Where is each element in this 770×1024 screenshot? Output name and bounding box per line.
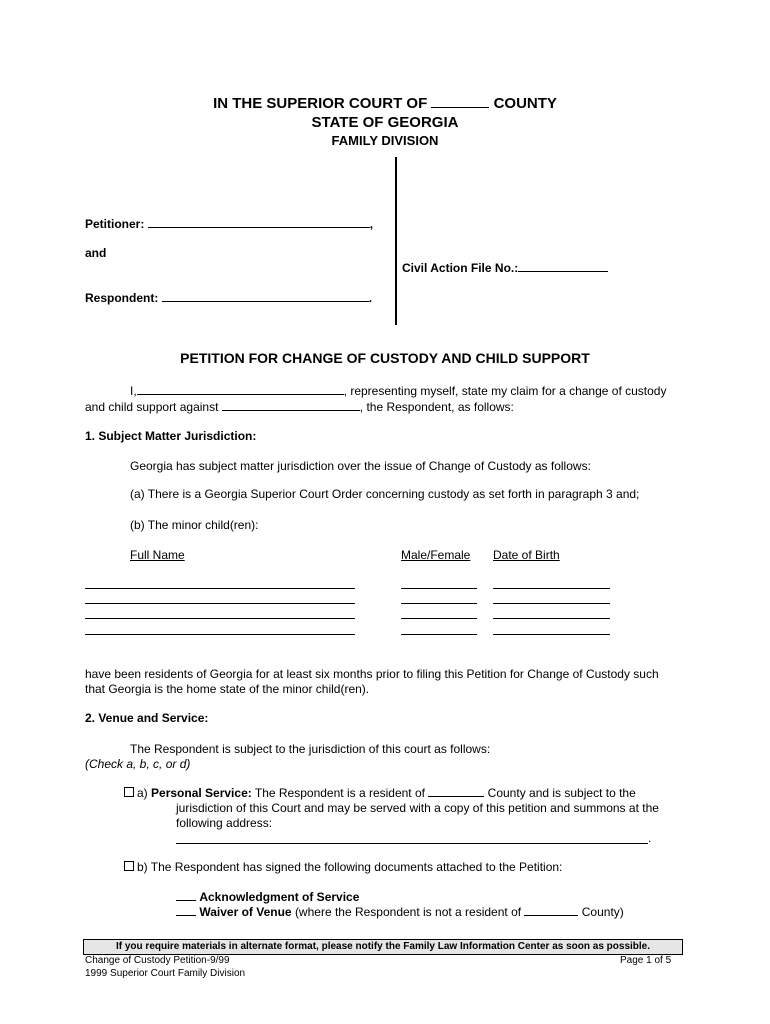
b-item-2	[176, 905, 624, 919]
petitioner-name-blank[interactable]	[137, 393, 344, 395]
court-heading-post: COUNTY	[493, 95, 557, 112]
section1-p3: (b) The minor child(ren):	[130, 518, 259, 532]
respondent-blank[interactable]	[162, 300, 369, 302]
option-a-line-2: jurisdiction of this Court and may be served with a copy of this petition and summons at the	[176, 801, 659, 815]
petitioner-label: Petitioner:	[85, 217, 145, 231]
petitioner-end: ,	[369, 217, 374, 231]
respondent-row	[85, 291, 372, 305]
alternate-format-notice: If you require materials in alternate format, please notify the Family Law Information Center as soon as possible.	[83, 939, 683, 955]
section1-p1: Georgia has subject matter jurisdiction over the issue of Change of Custody as follows:	[130, 459, 591, 473]
intro-line1-rest: , representing myself, state my claim for a change of custody	[343, 384, 667, 398]
option-a-checkbox[interactable]	[124, 787, 134, 797]
petitioner-blank[interactable]	[148, 226, 370, 228]
option-a-prefix: a)	[137, 786, 152, 800]
b-item2-post: County)	[581, 905, 624, 919]
court-heading	[0, 95, 770, 112]
child-2-dob-line[interactable]	[493, 603, 610, 604]
col-full-name: Full Name	[130, 548, 185, 562]
section2-p1: The Respondent is subject to the jurisdiction of this court as follows:	[130, 742, 491, 756]
respondent-end: .	[368, 291, 373, 305]
petitioner-row	[85, 217, 373, 231]
child-2-sex-line[interactable]	[401, 603, 477, 604]
form-id: Change of Custody Petition-9/99	[85, 955, 230, 966]
address-end: .	[648, 831, 652, 845]
intro-line-1	[130, 384, 666, 398]
section1-p2: (a) There is a Georgia Superior Court Order concerning custody as set forth in paragraph 3 and;	[130, 487, 640, 501]
option-b-text: b) The Respondent has signed the following documents attached to the Petition:	[137, 860, 563, 874]
intro-i-label: I,	[130, 384, 137, 398]
state-heading: STATE OF GEORGIA	[311, 114, 459, 131]
child-3-name-line[interactable]	[85, 618, 355, 619]
footer-division: 1999 Superior Court Family Division	[85, 968, 246, 979]
respondent-name-blank[interactable]	[222, 409, 360, 411]
caption-divider	[395, 157, 397, 325]
option-b-checkbox[interactable]	[124, 861, 134, 871]
waiver-county-blank[interactable]	[524, 914, 578, 916]
residence-line-1: have been residents of Georgia for at least six months prior to filing this Petition for Change of Custody such	[85, 667, 659, 681]
civil-action-label: Civil Action File No.:	[402, 261, 519, 275]
respondent-label: Respondent:	[85, 291, 159, 305]
child-4-dob-line[interactable]	[493, 634, 610, 635]
col-sex: Male/Female	[401, 548, 471, 562]
child-4-sex-line[interactable]	[401, 634, 477, 635]
child-3-dob-line[interactable]	[493, 618, 610, 619]
intro-line2-pre: and child support against	[85, 400, 219, 414]
option-a-text1: The Respondent is a resident of	[254, 786, 425, 800]
document-title: PETITION FOR CHANGE OF CUSTODY AND CHILD SUPPORT	[180, 350, 590, 366]
page-number: Page 1 of 5	[620, 955, 672, 966]
b-item2-bold: Waiver of Venue	[199, 905, 292, 919]
option-a-line-3: following address:	[176, 816, 273, 830]
option-b-line	[124, 860, 562, 874]
resident-county-blank[interactable]	[428, 795, 484, 797]
child-3-sex-line[interactable]	[401, 618, 477, 619]
court-heading-pre: IN THE SUPERIOR COURT OF	[213, 95, 428, 112]
option-a-bold: Personal Service:	[151, 786, 252, 800]
residence-line-2: that Georgia is the home state of the minor child(ren).	[85, 682, 370, 696]
child-1-name-line[interactable]	[85, 588, 355, 589]
ack-service-blank[interactable]	[176, 899, 196, 901]
county-blank[interactable]	[431, 106, 489, 108]
child-2-name-line[interactable]	[85, 603, 355, 604]
section2-heading: 2. Venue and Service:	[85, 711, 209, 725]
waiver-venue-blank[interactable]	[176, 914, 196, 916]
and-label: and	[85, 246, 107, 260]
intro-line-2	[85, 400, 514, 414]
col-dob: Date of Birth	[493, 548, 560, 562]
section1-heading: 1. Subject Matter Jurisdiction:	[85, 429, 257, 443]
civil-action-row	[402, 261, 608, 275]
child-1-dob-line[interactable]	[493, 588, 610, 589]
b-item2-pre: (where the Respondent is not a resident of	[294, 905, 522, 919]
b-item1-label: Acknowledgment of Service	[199, 890, 360, 904]
option-a-text1-end: County and is subject to the	[487, 786, 636, 800]
intro-line2-post: , the Respondent, as follows:	[359, 400, 514, 414]
option-a-line-1	[124, 786, 636, 800]
check-note: (Check a, b, c, or d)	[85, 757, 191, 771]
civil-action-blank[interactable]	[518, 270, 608, 272]
b-item-1	[176, 890, 359, 904]
child-1-sex-line[interactable]	[401, 588, 477, 589]
address-line[interactable]	[176, 843, 648, 844]
child-4-name-line[interactable]	[85, 634, 355, 635]
division-heading: FAMILY DIVISION	[331, 133, 439, 148]
